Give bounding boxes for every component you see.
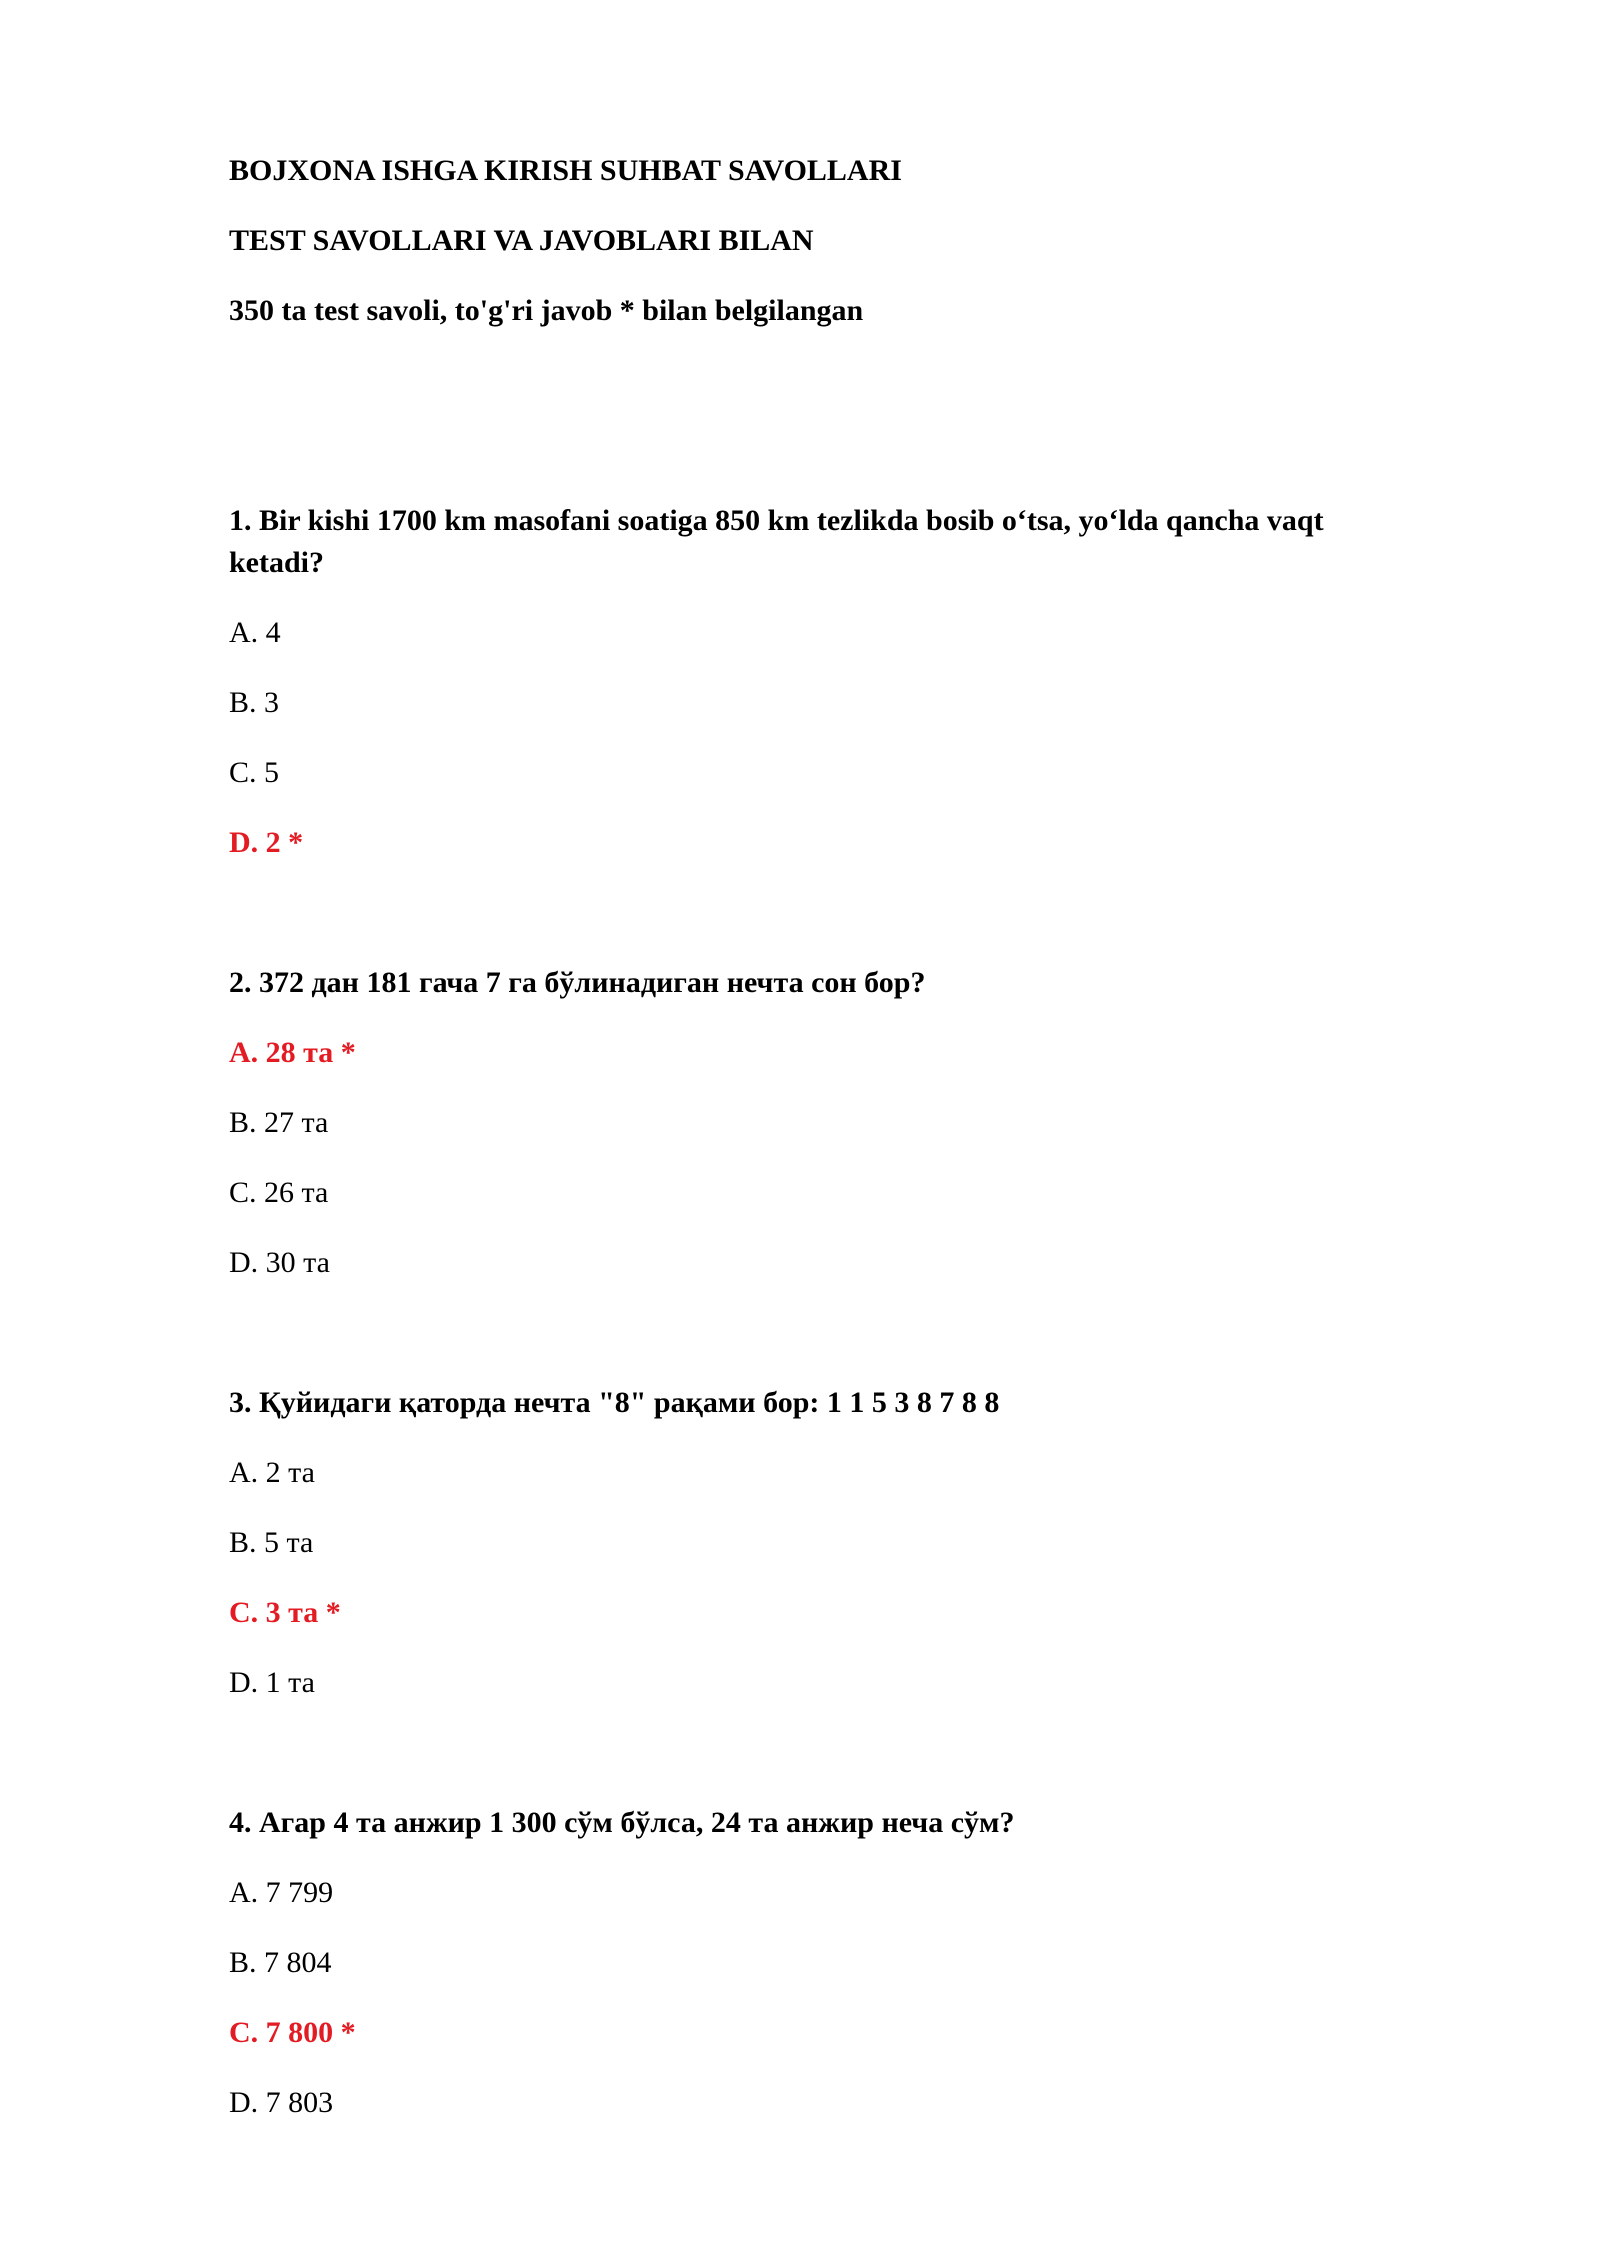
question-1-option-c: C. 5 [229,756,280,789]
document-subtitle: 350 ta test savoli, to'g'ri javob * bilan belgilangan [229,294,864,327]
question-4-option-a: A. 7 799 [229,1876,334,1909]
question-2-text: 2. 372 дан 181 гача 7 га бўлинадиган нечта сон бор? [229,966,926,999]
question-1-text-line-1: 1. Bir kishi 1700 km masofani soatiga 850 km tezlikda bosib o‘tsa, yo‘lda qancha vaqt [229,504,1324,537]
document-title-line-2: TEST SAVOLLARI VA JAVOBLARI BILAN [229,224,814,257]
question-3-option-d: D. 1 та [229,1666,315,1699]
question-4-option-b: B. 7 804 [229,1946,332,1979]
question-4-option-d: D. 7 803 [229,2086,334,2119]
document-title-line-1: BOJXONA ISHGA KIRISH SUHBAT SAVOLLARI [229,154,902,187]
question-3-option-c-correct: C. 3 та * [229,1596,341,1629]
question-4-text: 4. Агар 4 та анжир 1 300 сўм бўлса, 24 та анжир неча сўм? [229,1806,1015,1839]
question-2-option-d: D. 30 та [229,1246,330,1279]
question-2-option-b: B. 27 та [229,1106,329,1139]
question-4-option-c-correct: C. 7 800 * [229,2016,356,2049]
question-2-option-c: C. 26 та [229,1176,329,1209]
question-3-text: 3. Қуйидаги қаторда нечта "8" рақами бор: 1 1 5 3 8 7 8 8 [229,1386,1000,1419]
question-1-option-d-correct: D. 2 * [229,826,304,859]
question-2-option-a-correct: A. 28 та * [229,1036,356,1069]
question-1-text-line-2: ketadi? [229,546,325,579]
question-3-option-b: B. 5 та [229,1526,314,1559]
question-3-option-a: A. 2 та [229,1456,315,1489]
question-1-option-b: B. 3 [229,686,280,719]
question-1-option-a: A. 4 [229,616,281,649]
